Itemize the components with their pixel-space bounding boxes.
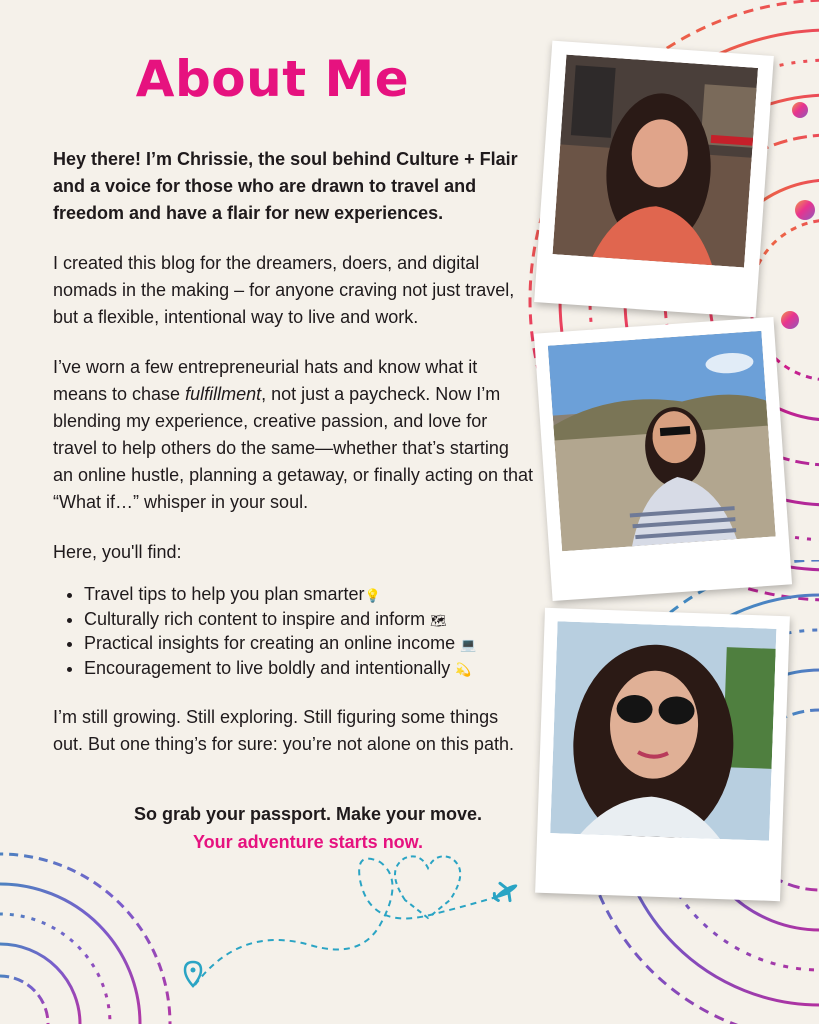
- experience-text-end: , not just a paycheck. Now I’m blending my experience, creative passion, and love for travel to help others do the same—whether that’s starting an online hustle, planning a getaway, or finally acting on that “What if…” whisper in your soul.: [53, 384, 533, 512]
- page-title: About Me: [135, 50, 410, 108]
- list-intro: Here, you'll find:: [53, 542, 182, 562]
- intro-paragraph: Hey there! I’m Chrissie, the soul behind Culture + Flair and a voice for those who are drawn to travel and freedom and have a flair for new experiences.: [53, 149, 518, 223]
- lightbulb-icon: 💡: [364, 588, 381, 603]
- growth-paragraph: I’m still growing. Still exploring. Still figuring some things out. But one thing’s for sure: you’re not alone on this path.: [53, 707, 514, 754]
- map-icon: 🗺: [430, 612, 447, 628]
- dashed-flight-path: [195, 859, 510, 985]
- sparkle-icon: 💫: [455, 661, 472, 677]
- fulfillment-emphasis: fulfillment: [185, 384, 262, 404]
- experience-text-start: I’ve worn a few entrepreneurial hats and know what it means to chase: [53, 357, 478, 404]
- list-item-text: Travel tips to help you plan smarter: [84, 584, 365, 604]
- airplane-icon: [490, 876, 523, 906]
- list-item-text: Encouragement to live boldly and intentionally: [84, 657, 456, 678]
- laptop-icon: 💻: [460, 637, 477, 652]
- location-pin-icon: [185, 962, 201, 986]
- blog-purpose-paragraph: I created this blog for the dreamers, doers, and digital nomads in the making – for anyone craving not just travel, but a flexible, intentional way to live and work.: [53, 253, 515, 327]
- cta-line-2: Your adventure starts now.: [192, 832, 424, 852]
- list-item-text: Practical insights for creating an online income: [84, 633, 461, 653]
- cta-line-1: So grab your passport. Make your move.: [133, 804, 483, 824]
- list-item-text: Culturally rich content to inspire and inform: [84, 608, 431, 629]
